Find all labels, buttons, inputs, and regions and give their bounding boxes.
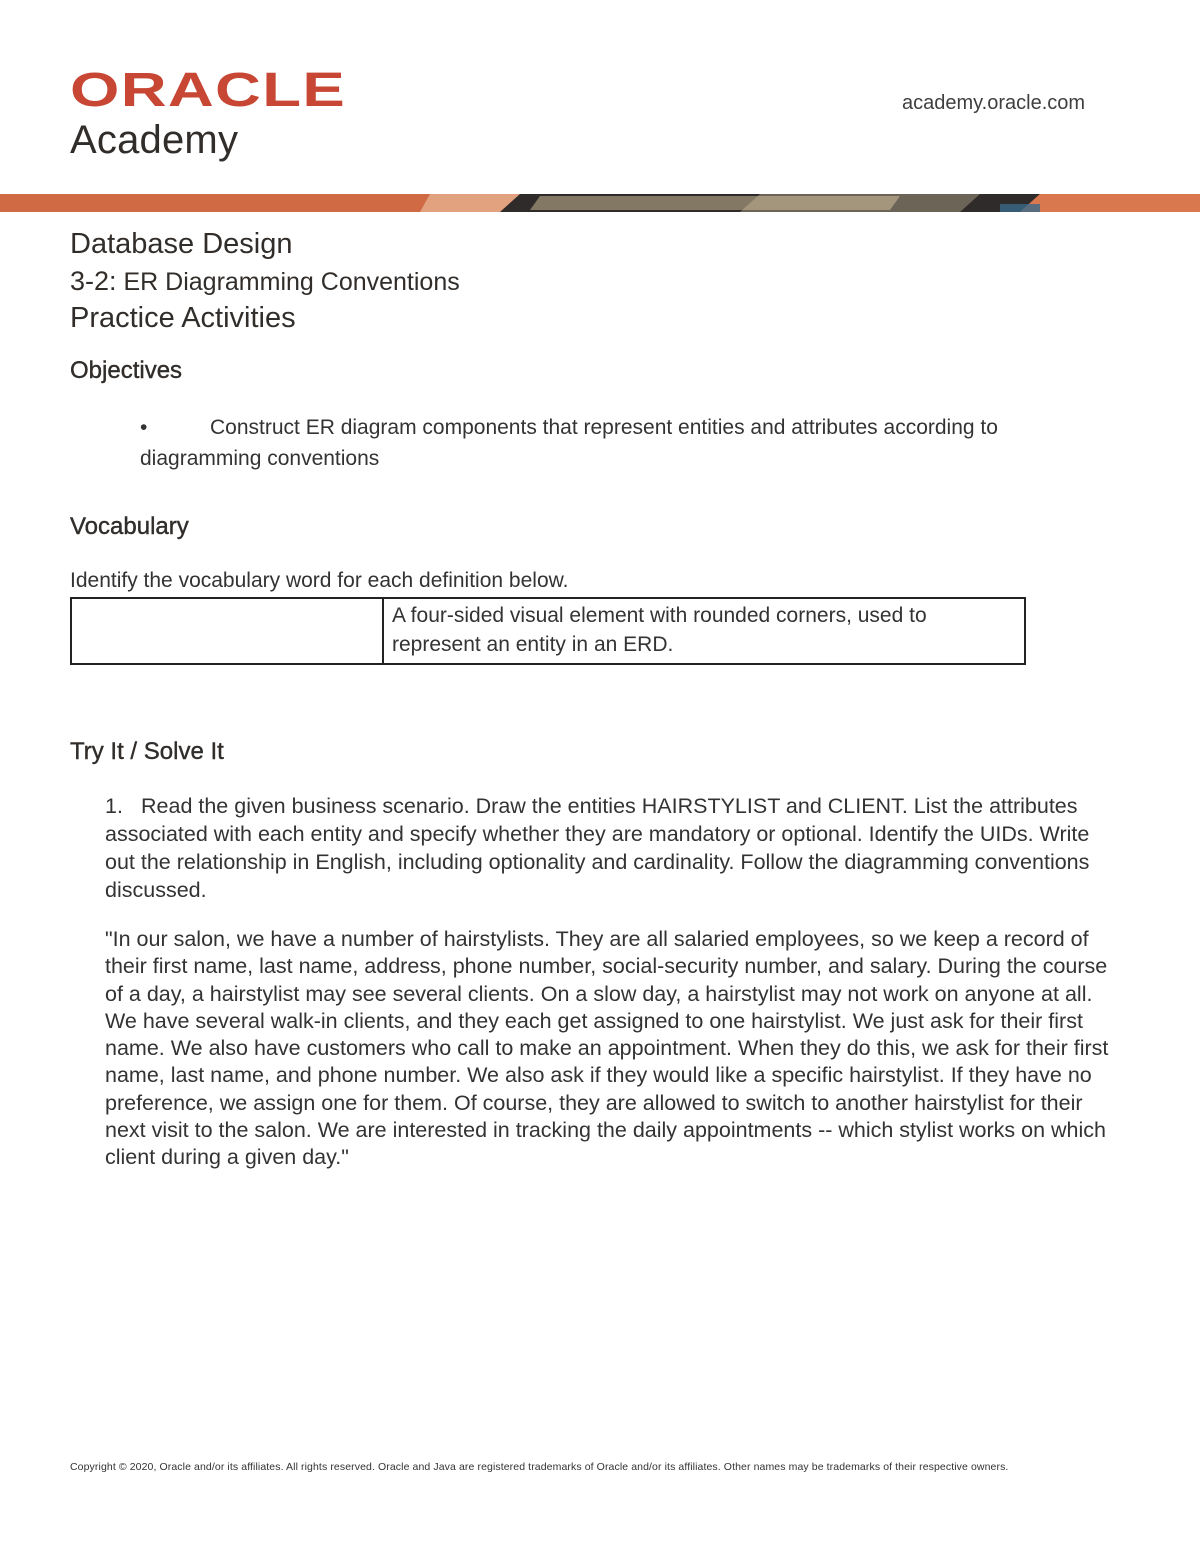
title-block	[70, 226, 460, 335]
banner-artwork	[0, 194, 1200, 212]
try-it-heading: Try It / Solve It	[70, 738, 224, 765]
oracle-wordmark	[70, 68, 348, 112]
question-text	[105, 792, 1125, 904]
objective-text: Construct ER diagram components that represent entities and attributes according to diagramming conventions	[140, 416, 998, 470]
lesson-title: ER Diagramming Conventions	[123, 268, 460, 296]
business-scenario: "In our salon, we have a number of hairstylists. They are all salaried employees, so we keep a record of their first name, last name, address, phone number, social-security number, and salary. During the course of a day, a hairstylist may see several clients. On a slow day, a hairstylist may not work on anyone at all. We have several walk-in clients, and they each get assigned to one hairstylist. We just ask for their first name. We also have customers who call to make an appointment. When they do this, we ask for their first name, last name, and phone number. We also ask if they would like a specific hairstylist. If they have no preference, we assign one for them. Of course, they are allowed to switch to another hairstylist for their next visit to the salon. We are interested in tracking the daily appointments -- which stylist works on which client during a given day."	[105, 927, 1109, 1170]
oracle-logo	[70, 68, 348, 112]
vocabulary-table	[70, 597, 1026, 665]
question-body: Read the given business scenario. Draw the entities HAIRSTYLIST and CLIENT. List the attributes associated with each entity and specify whether they are mandatory or optional. Identify the UIDs. Write out the relationship in English, including optionality and cardinality. Follow the diagramming conventions discussed.	[105, 794, 1090, 902]
course-title: Database Design	[70, 228, 293, 260]
lesson-number: 3-2:	[70, 266, 117, 296]
question-number: 1.	[105, 794, 123, 818]
vocabulary-intro: Identify the vocabulary word for each definition below.	[70, 569, 569, 592]
decorative-banner	[0, 194, 1200, 212]
academy-label: Academy	[70, 118, 239, 162]
vocabulary-definition-cell: A four-sided visual element with rounded corners, used to represent an entity in an ERD.	[392, 604, 927, 656]
svg-text:ORACLE: ORACLE	[70, 68, 346, 112]
site-url-link[interactable]: academy.oracle.com	[902, 92, 1086, 114]
bullet-icon: •	[140, 416, 148, 439]
vocabulary-heading: Vocabulary	[70, 513, 189, 540]
question-1	[105, 792, 1125, 1172]
objectives-heading: Objectives	[70, 357, 183, 384]
copyright-footer: Copyright © 2020, Oracle and/or its affiliates. All rights reserved. Oracle and Java are registered trademarks of Oracle and/or its affiliates. Other names may be trademarks of their respective owners.	[70, 1461, 1009, 1473]
section-title: Practice Activities	[70, 302, 296, 334]
objective-item	[140, 412, 1020, 474]
vocabulary-term-cell[interactable]	[72, 599, 384, 663]
lesson-heading	[70, 262, 460, 301]
